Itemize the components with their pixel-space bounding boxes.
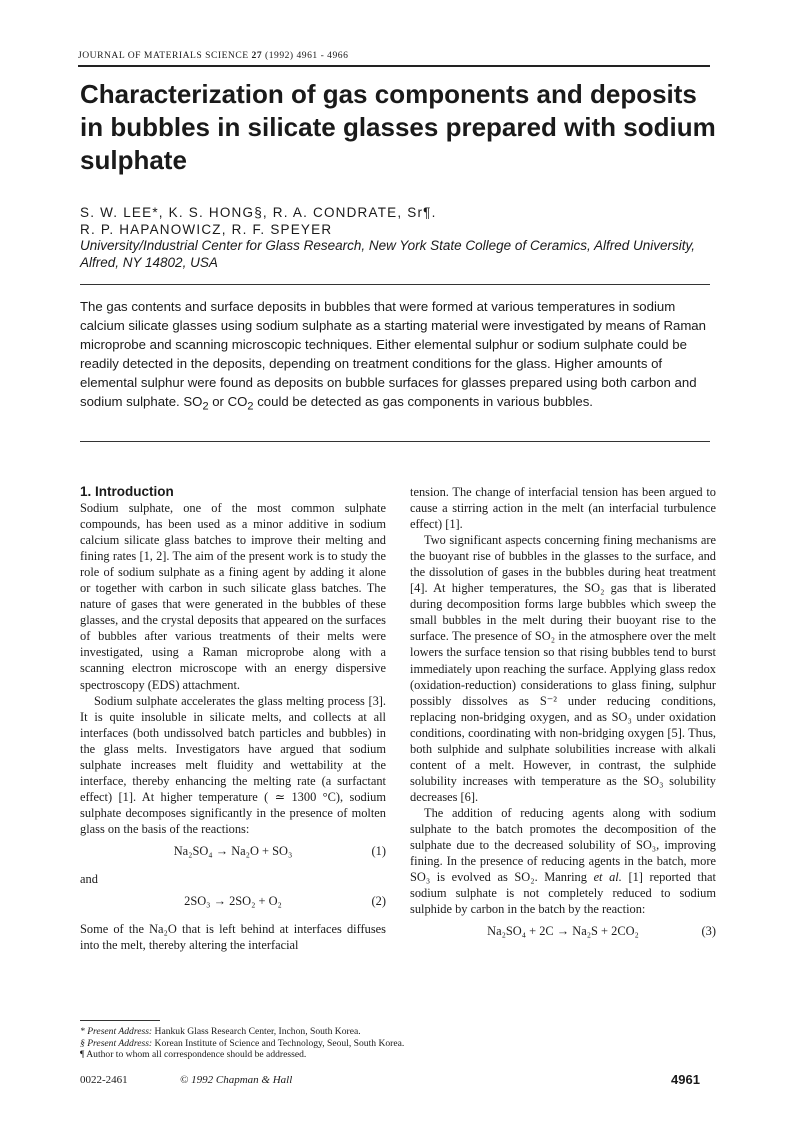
paper-title: Characterization of gas components and deposits in bubbles in silicate glasses prepared with sodium sulphate [80,79,716,175]
intro-paragraph-3: Some of the Na₂O that is left behind at interfaces diffuses into the melt, thereby altering the interfacial [80,922,386,953]
left-column [80,484,386,953]
issn: 0022-2461 [80,1074,128,1086]
equation-3-formula: Na₂SO₄ + 2C → Na₂S + 2CO₂ [487,924,639,939]
journal-header [78,50,348,61]
header-rule [78,65,710,67]
footnote-3: ¶ Author to whom all correspondence should be addressed. [80,1049,307,1060]
conjunction-and: and [80,871,98,886]
author-line-1: S. W. LEE*, K. S. HONG§, R. A. CONDRATE, Sr¶. [80,205,437,220]
intro-paragraph-1: Sodium sulphate, one of the most common sulphate compounds, has been used as a minor additive in sodium calcium silicate glass batches to improve their melting and fining rates [1, 2]. The aim of the present work is to study the role of sodium sulphate as a fining agent by adding it alone or together with carbon in such silicate glass batches. The nature of gases that were generated in the bubbles of these glasses, and the crystal deposits that appeared on the surfaces of bubbles after various treatments of their melts were investigated, using a Raman microprobe along with a scanning electron microscope with an energy dispersive spectroscopy (EDS) attachment. [80,501,386,692]
author-list [80,204,720,238]
equation-2-formula: 2SO₃ → 2SO₂ + O₂ [184,894,282,909]
right-column [410,484,716,951]
abstract [80,297,712,417]
affiliation: University/Industrial Center for Glass Research, New York State College of Ceramics, Alfred University, Alfred, NY 14802, USA [80,238,695,270]
journal-name: JOURNAL OF MATERIALS SCIENCE [78,50,249,61]
equation-3-number: (3) [701,924,716,939]
footnote-2: § Present Address: Korean Institute of Science and Technology, Seoul, South Korea. [80,1037,405,1049]
equation-1 [80,843,386,865]
copyright: © 1992 Chapman & Hall [180,1074,293,1086]
equation-3 [410,923,716,945]
author-line-2: R. P. HAPANOWICZ, R. F. SPEYER [80,222,333,237]
abstract-gas-sentence: $SO_2$ or $CO_2$ could be detected as gas components in various bubbles. [183,394,593,413]
section-heading-introduction: 1. Introduction [80,484,174,499]
page-number: 4961 [671,1072,700,1087]
intro-paragraph-3-continued: tension. The change of interfacial tension has been argued to cause a stirring action in the melt (an interfacial turbulence effect) [1]. [410,485,716,532]
equation-2 [80,893,386,915]
journal-year-pages: (1992) 4961 - 4966 [265,50,349,61]
abstract-top-rule [80,284,710,285]
footnote-rule [80,1020,160,1021]
abstract-text: The gas contents and surface deposits in bubbles that were formed at various temperatures in sodium calcium silicate glasses using sodium sulphate as a starting material were investigated by means of Raman microprobe and scanning microscopic techniques. Either elemental sulphur or sodium sulphate could be readily detected in the deposits, depending on treatment conditions for the glass. Higher amounts of elemental sulphur were found as deposits on bubble surfaces for glasses prepared using both carbon and sodium sulphate. [80,299,706,409]
abstract-bottom-rule [80,441,710,442]
intro-paragraph-5: The addition of reducing agents along with sodium sulphate to the batch promotes the decomposition of the sulphate due to the decreased solubility of SO₃, improving fining. In the presence of reducing agents in the batch, more SO₃ is evolved as SO₂. Manring et al. [1] reported that sodium sulphate is not completely reduced to sodium sulphide by carbon in the batch by the reaction: [410,805,716,917]
intro-paragraph-4: Two significant aspects concerning fining mechanisms are the buoyant rise of bubbles in the glasses to the surface, and the dissolution of gases in the bubbles during heat treatment [4]. At higher temperatures, the SO₂ gas that is liberated during decomposition forms large bubbles which sweep the small bubbles in the melt during their buoyant rise to the surface. The presence of SO₂ in the atmosphere over the melt lowers the surface tension so that rising bubbles tend to burst immediately upon reaching the surface. Applying glass redox (oxidation-reduction) considerations to glass fining, sulphur possibly dissolves as S⁻² under reducing conditions, replacing non-bridging oxygen, and as SO₃ under oxidation conditions, coordinating with non-bridging oxygen [5]. Thus, both sulphide and sulphate solubilities increase with alkali content of a melt. However, in contrast, the sulphide solubility increases with temperature as the SO₃ solubility decreases [6]. [410,533,716,804]
equation-1-number: (1) [371,843,386,858]
footnotes [80,1026,712,1061]
equation-2-number: (2) [371,894,386,909]
intro-paragraph-2: Sodium sulphate accelerates the glass melting process [3]. It is quite insoluble in silicate melts, and collects at all interfaces (both undissolved batch particles and bubbles) in the glass melts. Investigators have argued that sodium sulphate increases melt fluidity and wettability at the interface, thereby enhancing the melting rate (a surfactant effect) [1]. At higher temperature ( ≃ 1300 °C), sodium sulphate decomposes significantly in the presence of molten glass on the basis of the reactions: [80,693,386,836]
journal-volume: 27 [251,50,263,61]
footnote-1: * Present Address: Hankuk Glass Research Center, Inchon, South Korea. [80,1026,361,1037]
equation-1-formula: Na₂SO₄ → Na₂O + SO₃ [173,843,293,858]
